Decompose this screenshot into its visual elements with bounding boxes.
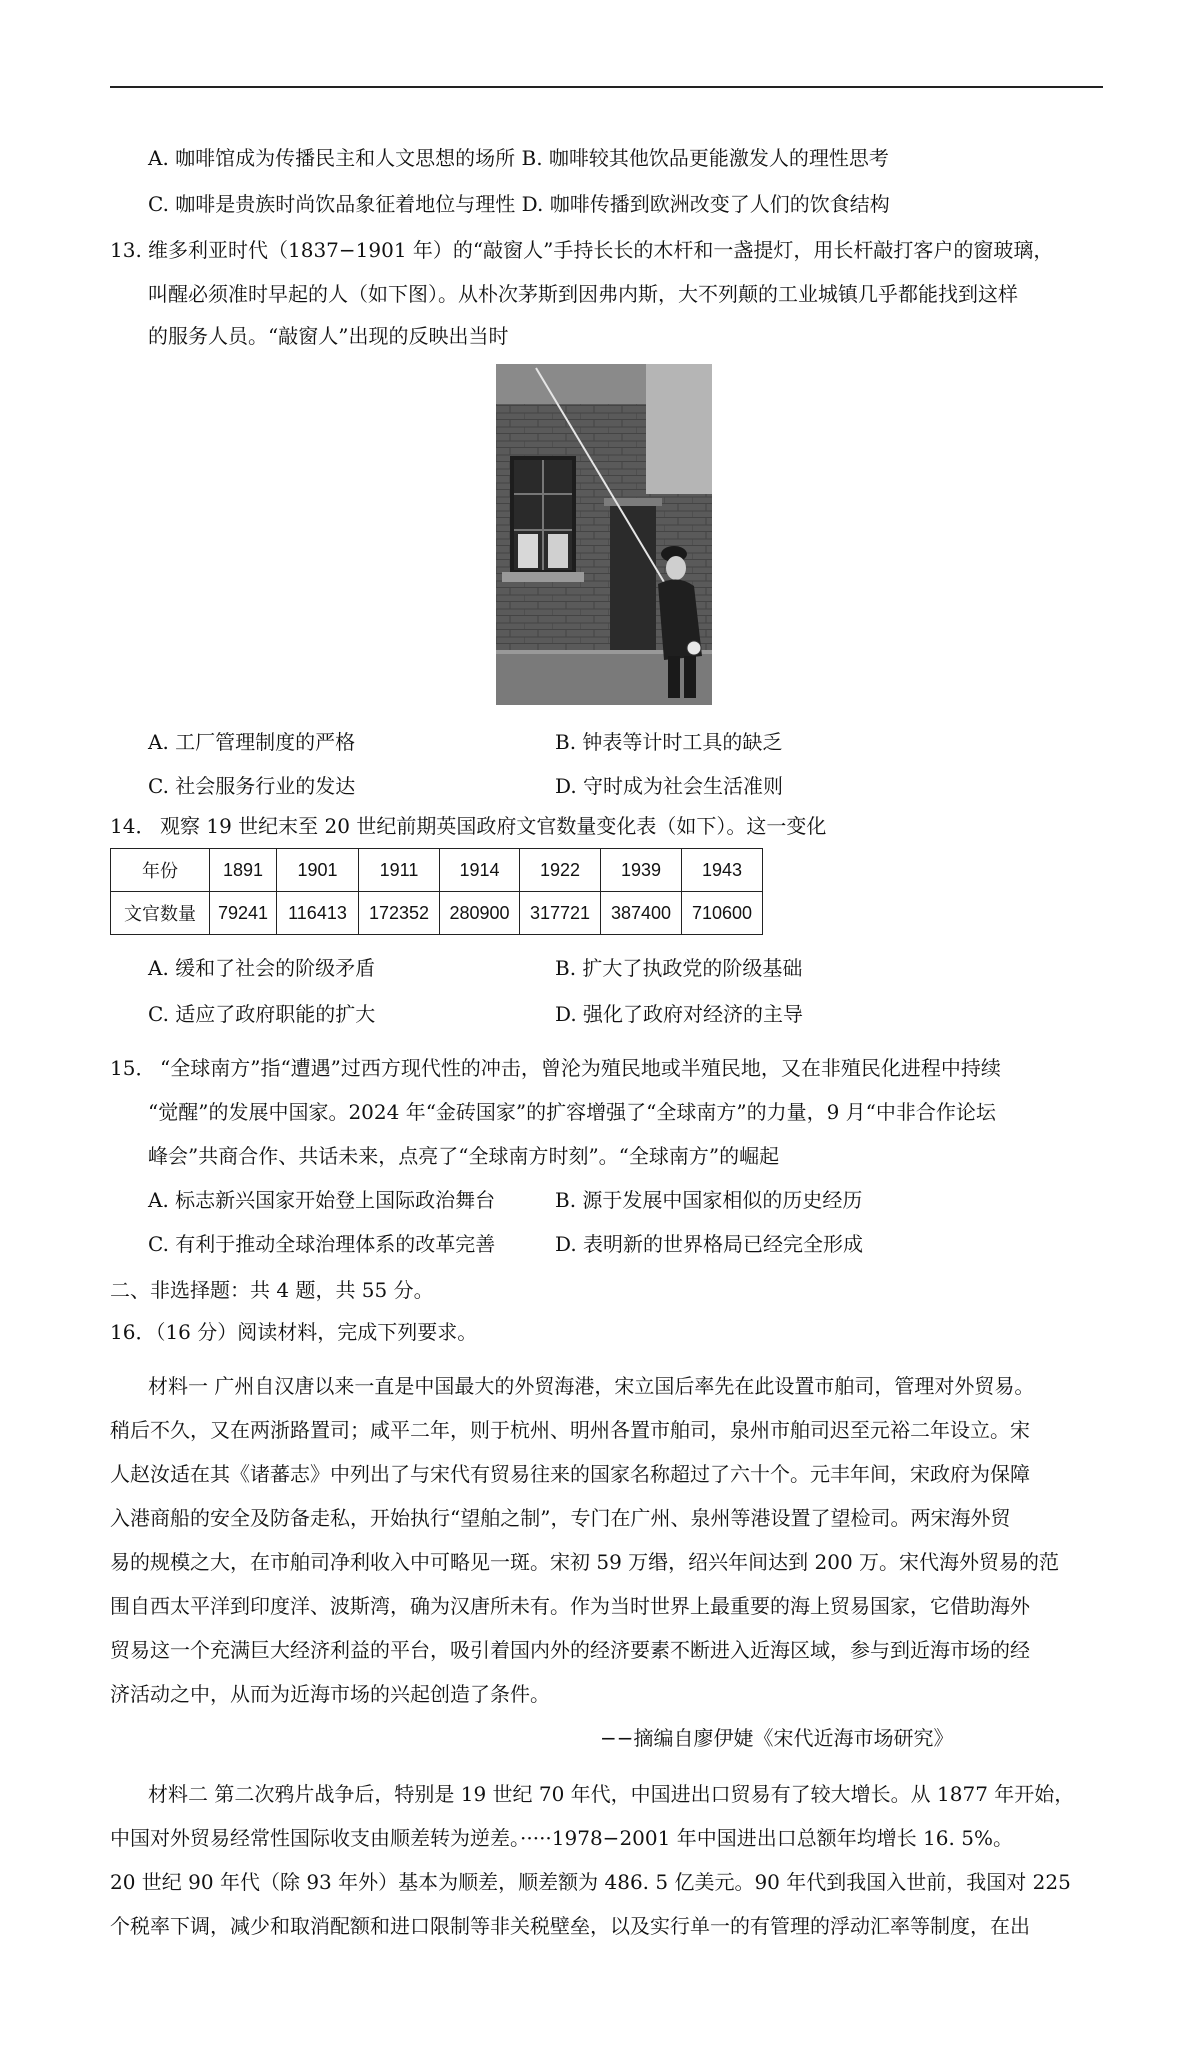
q13-stem-line-2: 叫醒必须准时早起的人（如下图）。从朴次茅斯到因弗内斯，大不列颠的工业城镇几乎都能找到这样 — [148, 282, 1018, 306]
material1-line-5: 易的规模之大，在市舶司净利收入中可略见一斑。宋初 59 万缗，绍兴年间达到 200 万。宋代海外贸易的范 — [110, 1550, 1060, 1574]
q12-options-line-2: C. 咖啡是贵族时尚饮品象征着地位与理性 D. 咖啡传播到欧洲改变了人们的饮食结构 — [148, 192, 890, 216]
table-cell: 1939 — [601, 849, 682, 892]
q14-option-d: D. 强化了政府对经济的主导 — [555, 1002, 804, 1026]
q15-stem-line-2: “觉醒”的发展中国家。2024 年“金砖国家”的扩容增强了“全球南方”的力量，9 月“中非合作论坛 — [148, 1100, 996, 1124]
q13-stem-line-1: 维多利亚时代（1837−1901 年）的“敲窗人”手持长长的木杆和一盏提灯，用长杆敲打客户的窗玻璃， — [148, 238, 1054, 262]
table-cell: 1922 — [520, 849, 601, 892]
table-cell: 317721 — [520, 892, 601, 935]
table-row-label: 文官数量 — [111, 892, 210, 935]
material1-line-3: 人赵汝适在其《诸蕃志》中列出了与宋代有贸易往来的国家名称超过了六十个。元丰年间，宋政府为保障 — [110, 1462, 1030, 1486]
q16-header: 16．（16 分）阅读材料，完成下列要求。 — [110, 1320, 478, 1344]
table-cell: 1943 — [682, 849, 763, 892]
q13-option-a: A. 工厂管理制度的严格 — [148, 730, 356, 754]
q15-option-c: C. 有利于推动全球治理体系的改革完善 — [148, 1232, 496, 1256]
material1-line-1: 材料一 广州自汉唐以来一直是中国最大的外贸海港，宋立国后率先在此设置市舶司，管理对外贸易。 — [148, 1374, 1035, 1398]
q14-option-c: C. 适应了政府职能的扩大 — [148, 1002, 376, 1026]
material1-line-4: 入港商船的安全及防备走私，开始执行“望舶之制”，专门在广州、泉州等港设置了望检司。两宋海外贸 — [110, 1506, 1011, 1530]
section-heading: 二、非选择题：共 4 题，共 55 分。 — [110, 1278, 434, 1302]
material2-line-2: 中国对外贸易经常性国际收支由顺差转为逆差。·····1978−2001 年中国进出口总额年均增长 16. 5%。 — [110, 1826, 1013, 1850]
table-cell: 1914 — [440, 849, 520, 892]
q14-number: 14． — [110, 814, 156, 838]
q15-option-b: B. 源于发展中国家相似的历史经历 — [555, 1188, 863, 1212]
header-rule — [110, 86, 1103, 88]
q14-option-b: B. 扩大了执政党的阶级基础 — [555, 956, 803, 980]
table-cell: 710600 — [682, 892, 763, 935]
knocker-upper-photo — [496, 364, 712, 705]
q13-option-c: C. 社会服务行业的发达 — [148, 774, 356, 798]
table-cell: 1911 — [359, 849, 440, 892]
q12-options-line-1: A. 咖啡馆成为传播民主和人文思想的场所 B. 咖啡较其他饮品更能激发人的理性思考 — [148, 146, 889, 170]
material1-line-7: 贸易这一个充满巨大经济利益的平台，吸引着国内外的经济要素不断进入近海区域，参与到近海市场的经 — [110, 1638, 1030, 1662]
table-cell: 172352 — [359, 892, 440, 935]
material1-source: −−摘编自廖伊婕《宋代近海市场研究》 — [600, 1726, 954, 1750]
q15-option-d: D. 表明新的世界格局已经完全形成 — [555, 1232, 864, 1256]
table-row-label: 年份 — [111, 849, 210, 892]
table-cell: 1901 — [277, 849, 359, 892]
q13-stem-line-3: 的服务人员。“敲窗人”出现的反映出当时 — [148, 324, 509, 348]
q15-option-a: A. 标志新兴国家开始登上国际政治舞台 — [148, 1188, 496, 1212]
table-cell: 116413 — [277, 892, 359, 935]
material1-line-8: 济活动之中，从而为近海市场的兴起创造了条件。 — [110, 1682, 550, 1706]
q15-stem-line-3: 峰会”共商合作、共话未来，点亮了“全球南方时刻”。“全球南方”的崛起 — [148, 1144, 780, 1168]
table-row — [111, 892, 763, 935]
material1-line-2: 稍后不久，又在两浙路置司；咸平二年，则于杭州、明州各置市舶司，泉州市舶司迟至元裕二年设立。宋 — [110, 1418, 1030, 1442]
q14-stem: 观察 19 世纪末至 20 世纪前期英国政府文官数量变化表（如下）。这一变化 — [160, 814, 827, 838]
table-cell: 79241 — [210, 892, 277, 935]
material2-line-4: 个税率下调，减少和取消配额和进口限制等非关税壁垒，以及实行单一的有管理的浮动汇率等制度，在出 — [110, 1914, 1030, 1938]
q15-stem-line-1: “全球南方”指“遭遇”过西方现代性的冲击，曾沦为殖民地或半殖民地，又在非殖民化进程中持续 — [160, 1056, 1001, 1080]
civil-servants-table — [110, 848, 763, 935]
q13-option-b: B. 钟表等计时工具的缺乏 — [555, 730, 783, 754]
material2-line-1: 材料二 第二次鸦片战争后，特别是 19 世纪 70 年代，中国进出口贸易有了较大增长。从 1877 年开始， — [148, 1782, 1075, 1806]
q13-number: 13. — [110, 238, 142, 262]
q15-number: 15． — [110, 1056, 156, 1080]
material2-line-3: 20 世纪 90 年代（除 93 年外）基本为顺差，顺差额为 486. 5 亿美元。90 年代到我国入世前，我国对 225 — [110, 1870, 1071, 1894]
table-row — [111, 849, 763, 892]
table-cell: 387400 — [601, 892, 682, 935]
table-cell: 1891 — [210, 849, 277, 892]
material1-line-6: 围自西太平洋到印度洋、波斯湾，确为汉唐所未有。作为当时世界上最重要的海上贸易国家，它借助海外 — [110, 1594, 1030, 1618]
q14-option-a: A. 缓和了社会的阶级矛盾 — [148, 956, 376, 980]
table-cell: 280900 — [440, 892, 520, 935]
q13-option-d: D. 守时成为社会生活准则 — [555, 774, 784, 798]
